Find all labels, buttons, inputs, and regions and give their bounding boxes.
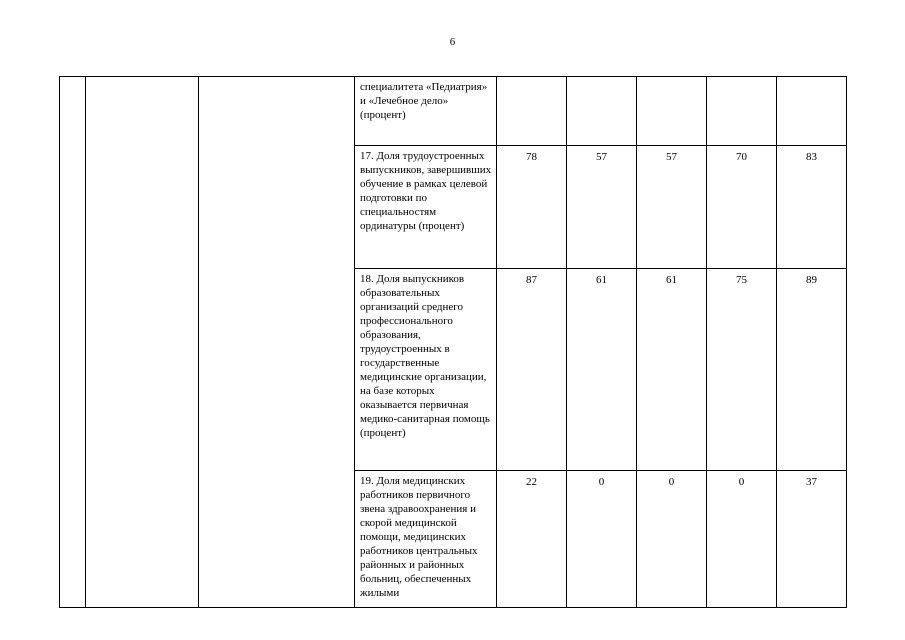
value-cell [567, 77, 637, 146]
program-name-cell [86, 77, 199, 608]
number-column-cell [60, 77, 86, 608]
value-cell: 75 [707, 269, 777, 471]
value-cell: 61 [637, 269, 707, 471]
value-cell: 0 [637, 471, 707, 608]
goal-cell [199, 77, 355, 608]
value-cell [707, 77, 777, 146]
table-row [60, 77, 847, 146]
indicator-cell: 19. Доля медицинских работников первичного звена здравоохранения и скорой медицинской помощи, медицинских работников центральных районных и районных больниц, обеспеченных жилыми [355, 471, 497, 608]
value-cell: 61 [567, 269, 637, 471]
indicator-cell: 18. Доля выпускников образовательных организаций среднего профессионального образования, трудоустроенных в государственные медицинские организации, на базе которых оказывается первичная медико-санитарная помощь (процент) [355, 269, 497, 471]
value-cell: 78 [497, 146, 567, 269]
indicators-table [59, 76, 847, 608]
value-cell: 37 [777, 471, 847, 608]
value-cell: 70 [707, 146, 777, 269]
value-cell: 0 [567, 471, 637, 608]
value-cell: 83 [777, 146, 847, 269]
value-cell: 0 [707, 471, 777, 608]
indicator-cell: специалитета «Педиатрия» и «Лечебное дело» (процент) [355, 77, 497, 146]
value-cell: 57 [567, 146, 637, 269]
page-number: 6 [449, 36, 456, 48]
value-cell: 57 [637, 146, 707, 269]
value-cell [497, 77, 567, 146]
value-cell [777, 77, 847, 146]
value-cell: 22 [497, 471, 567, 608]
value-cell: 89 [777, 269, 847, 471]
value-cell [637, 77, 707, 146]
value-cell: 87 [497, 269, 567, 471]
indicator-cell: 17. Доля трудоустроенных выпускников, завершивших обучение в рамках целевой подготовки по специальностям ординатуры (процент) [355, 146, 497, 269]
